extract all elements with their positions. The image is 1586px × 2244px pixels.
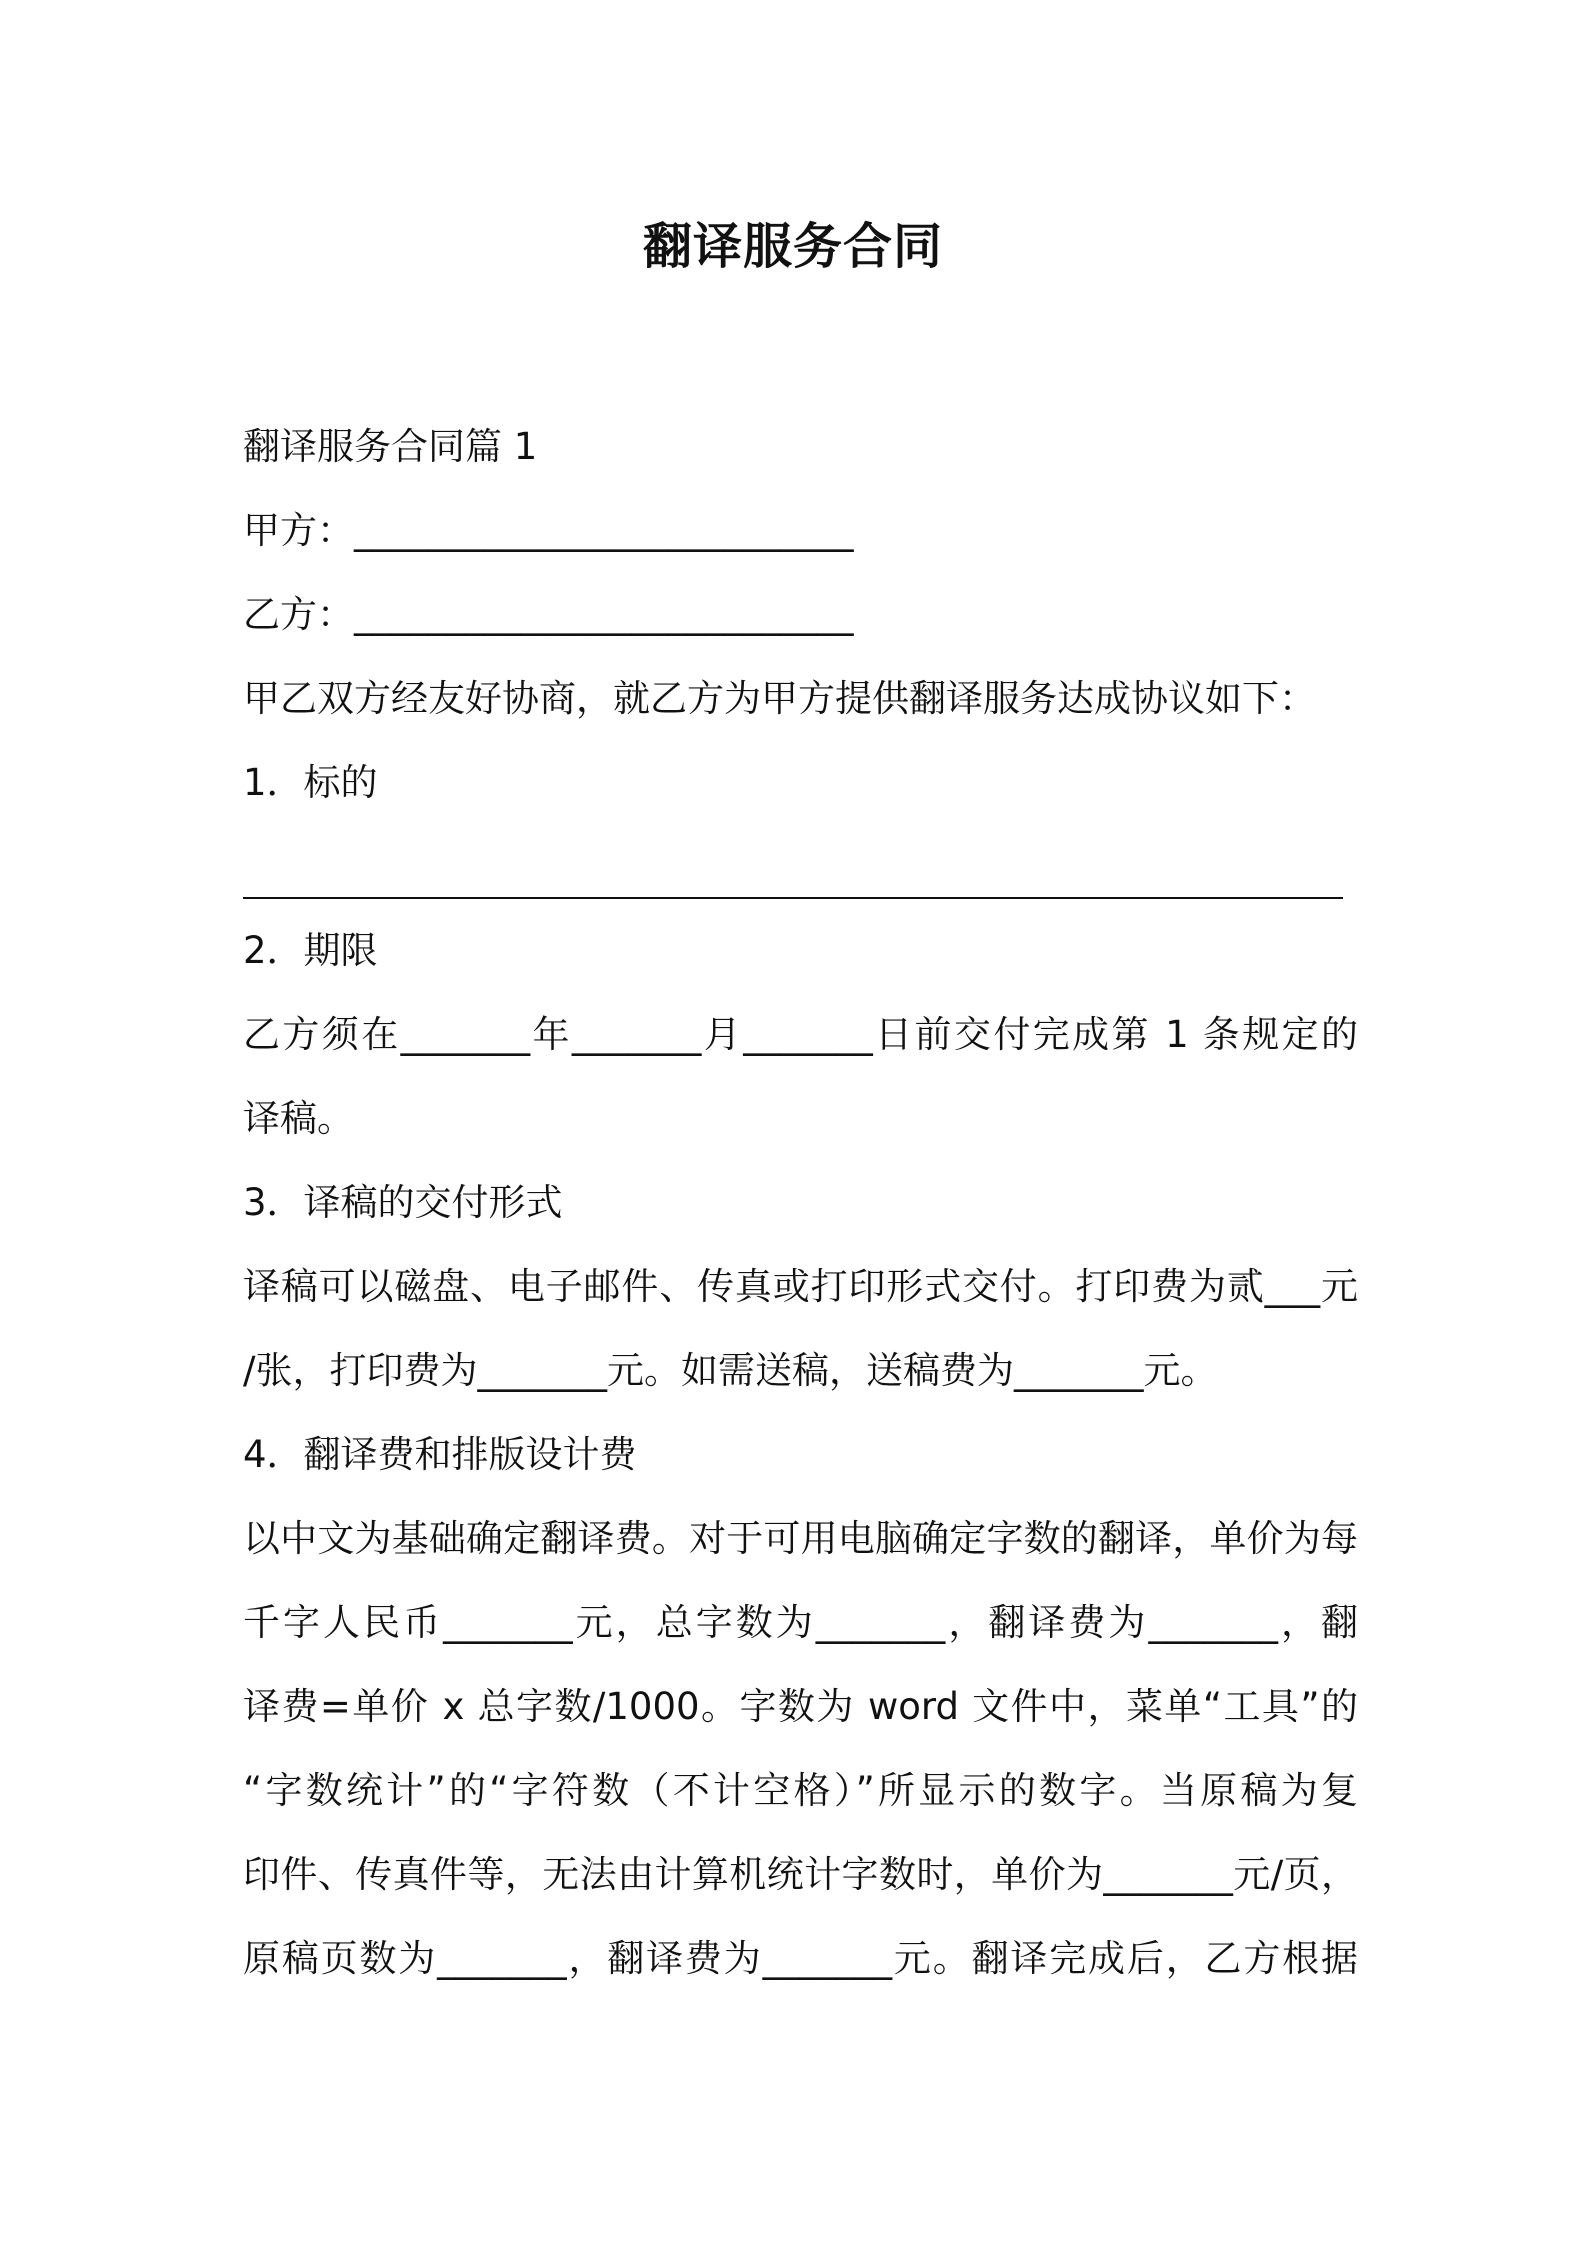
clause-heading-subject: 1．标的 — [243, 761, 378, 804]
section-heading: 翻译服务合同篇 1 — [243, 425, 538, 468]
clause-heading-fees: 4．翻译费和排版设计费 — [243, 1433, 637, 1476]
paragraph-line: 以中文为基础确定翻译费。对于可用电脑确定字数的翻译，单价为每 — [243, 1517, 1358, 1560]
paragraph-line: 千字人民币_______元，总字数为_______，翻译费为_______，翻 — [243, 1601, 1358, 1644]
paragraph-line: /张，打印费为_______元。如需送稿，送稿费为_______元。 — [243, 1349, 1218, 1392]
blank-rule — [243, 825, 1358, 909]
clause-heading-delivery: 3．译稿的交付形式 — [243, 1181, 563, 1224]
paragraph-line: “字数统计”的“字符数（不计空格）”所显示的数字。当原稿为复 — [243, 1769, 1358, 1812]
paragraph-line: 乙方须在_______年_______月_______日前交付完成第 1 条规定的 — [243, 1013, 1358, 1056]
blank-underline — [243, 897, 1343, 899]
paragraph-line: 译费=单价 x 总字数/1000。字数为 word 文件中，菜单“工具”的 — [243, 1685, 1358, 1728]
party-b-line: 乙方：___________________________ — [243, 593, 854, 636]
paragraph-line: 译稿。 — [243, 1097, 354, 1140]
party-a-line: 甲方：___________________________ — [243, 509, 854, 552]
document-body — [243, 405, 1358, 2001]
paragraph-line: 原稿页数为_______，翻译费为_______元。翻译完成后，乙方根据 — [243, 1937, 1358, 1980]
paragraph-line: 印件、传真件等，无法由计算机统计字数时，单价为_______元/页， — [243, 1853, 1358, 1896]
paragraph-line: 译稿可以磁盘、电子邮件、传真或打印形式交付。打印费为贰___元 — [243, 1265, 1358, 1308]
document-title: 翻译服务合同 — [642, 218, 943, 275]
clause-heading-term: 2．期限 — [243, 929, 378, 972]
agreement-intro: 甲乙双方经友好协商，就乙方为甲方提供翻译服务达成协议如下： — [243, 677, 1316, 720]
